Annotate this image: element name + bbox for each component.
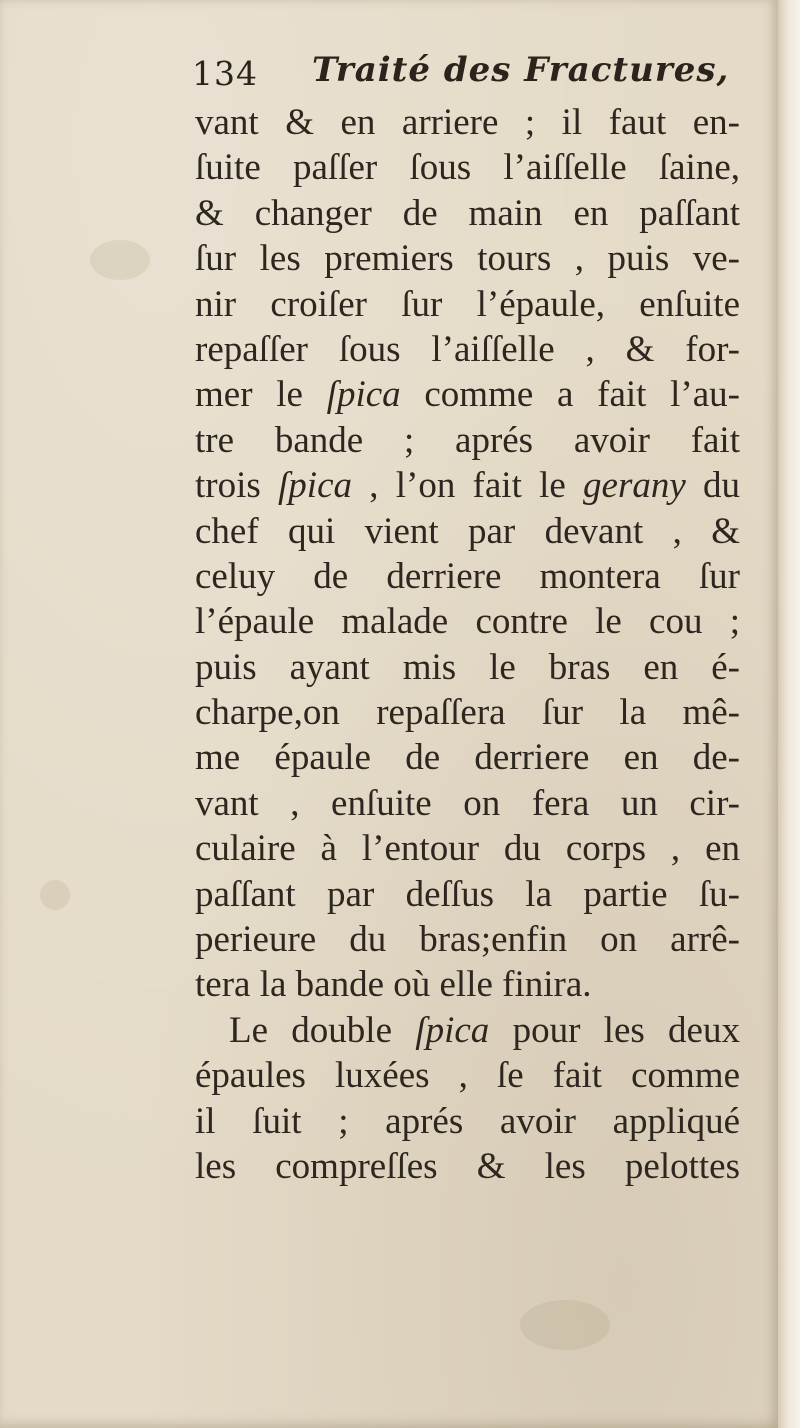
text-segment: trois [195, 465, 279, 507]
text-line [195, 327, 740, 372]
text-line [195, 236, 740, 281]
page-edge [778, 0, 800, 1428]
text-line [195, 1099, 740, 1144]
text-segment: vant & en arriere ; il faut en- [195, 102, 740, 143]
text-line [195, 282, 740, 327]
text-segment: perieure du bras;enfin on arrê- [195, 919, 740, 961]
text-segment: & changer de main en paſſant [195, 192, 740, 234]
text-segment: ſur les premiers tours , puis ve- [195, 238, 740, 280]
text-line [195, 826, 740, 871]
text-line [195, 781, 740, 826]
text-line [195, 735, 740, 780]
body-text [195, 100, 740, 1189]
text-segment: , l’on fait le [352, 465, 584, 507]
text-line [195, 917, 740, 962]
text-line [195, 1053, 740, 1098]
text-segment: paſſant par deſſus la partie ſu- [195, 873, 740, 915]
text-segment: épaules luxées , ſe fait comme [195, 1055, 740, 1097]
text-segment: du [685, 465, 741, 507]
text-segment: ſuite paſſer ſous l’aiſſelle ſaine, [195, 147, 740, 189]
text-line [195, 690, 740, 735]
text-segment: comme a fait l’au- [400, 374, 740, 416]
latin-term: ſpica [415, 1009, 490, 1051]
text-line [195, 463, 740, 508]
paper-stain [40, 880, 70, 910]
text-segment: les compreſſes & les pelottes [195, 1145, 740, 1187]
text-segment: chef qui vient par devant , & [195, 510, 740, 552]
text-line [195, 418, 740, 463]
text-segment: il ſuit ; aprés avoir appliqué [195, 1100, 740, 1142]
text-segment: culaire à l’entour du corps , en [195, 828, 740, 870]
paper-stain [520, 1300, 610, 1350]
text-segment: l’épaule malade contre le cou ; [195, 601, 740, 643]
text-line [195, 1008, 740, 1053]
text-segment: tera la bande où elle finira. [195, 964, 592, 1006]
text-line [195, 599, 740, 644]
text-segment: repaſſer ſous l’aiſſelle , & for- [195, 328, 740, 370]
text-segment: celuy de derriere montera ſur [195, 555, 740, 597]
text-segment: Le double [229, 1009, 416, 1051]
text-line [195, 1144, 740, 1189]
text-line [195, 372, 740, 417]
latin-term: gerany [583, 465, 686, 507]
text-line [195, 191, 740, 236]
text-segment: charpe,on repaſſera ſur la mê- [195, 692, 740, 734]
text-segment: nir croiſer ſur l’épaule, enſuite [195, 283, 740, 325]
latin-term: ſpica [326, 374, 401, 416]
running-title: Traité des Fractures, [312, 50, 730, 90]
text-segment: mer le [195, 374, 327, 416]
text-line [195, 645, 740, 690]
text-segment: pour les deux [489, 1009, 740, 1051]
latin-term: ſpica [278, 465, 352, 507]
text-line [195, 145, 740, 190]
text-segment: puis ayant mis le bras en é- [195, 646, 740, 688]
text-line [195, 509, 740, 554]
text-line [195, 554, 740, 599]
text-line [195, 962, 740, 1007]
text-segment: vant , enſuite on fera un cir- [195, 782, 740, 824]
paper-stain [90, 240, 150, 280]
text-segment: me épaule de derriere en de- [195, 737, 740, 779]
page-number: 134 [192, 54, 258, 93]
text-line [195, 872, 740, 917]
text-segment: tre bande ; aprés avoir fait [195, 419, 740, 461]
text-line [195, 100, 740, 145]
